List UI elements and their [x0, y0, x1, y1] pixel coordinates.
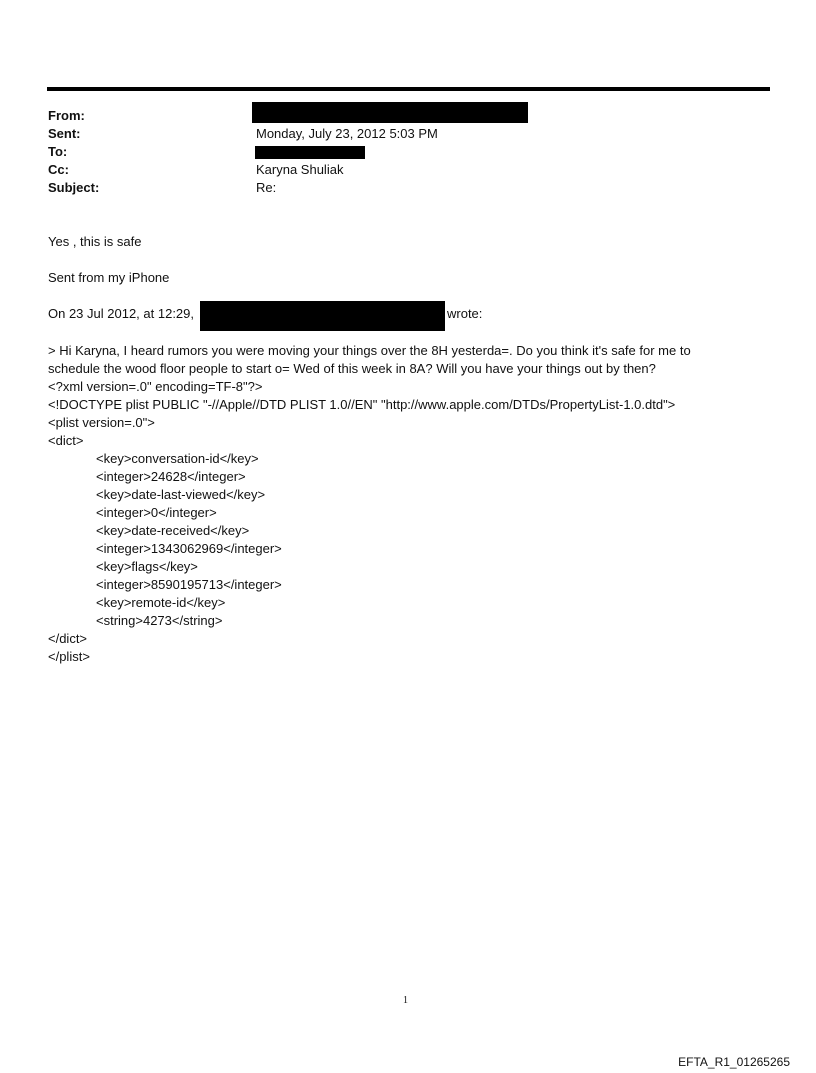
signature: Sent from my iPhone: [48, 270, 170, 285]
quote-intro-prefix: On 23 Jul 2012, at 12:29,: [48, 306, 194, 321]
subject-value: Re:: [256, 180, 277, 195]
from-label: From:: [48, 108, 85, 123]
dict-line: <integer>24628</integer>: [96, 469, 246, 484]
dict-line: <integer>0</integer>: [96, 505, 217, 520]
redaction-sender: [200, 301, 445, 331]
quoted-line: <dict>: [48, 433, 84, 448]
dict-line: <key>remote-id</key>: [96, 595, 226, 610]
dict-line: <key>conversation-id</key>: [96, 451, 259, 466]
dict-line: <string>4273</string>: [96, 613, 223, 628]
closing-line: </dict>: [48, 631, 88, 646]
cc-label: Cc:: [48, 162, 69, 177]
quoted-line: <?xml version=.0" encoding=TF-8"?>: [48, 379, 263, 394]
dict-line: <integer>8590195713</integer>: [96, 577, 282, 592]
sent-label: Sent:: [48, 126, 81, 141]
dict-line: <key>flags</key>: [96, 559, 198, 574]
reply-text: Yes , this is safe: [48, 234, 142, 249]
closing-line: </plist>: [48, 649, 90, 664]
dict-line: <key>date-last-viewed</key>: [96, 487, 266, 502]
redaction-from: [252, 102, 528, 123]
page-number: 1: [403, 995, 408, 1006]
dict-line: <key>date-received</key>: [96, 523, 250, 538]
header-rule: [47, 87, 770, 91]
subject-label: Subject:: [48, 180, 100, 195]
redaction-to: [255, 146, 365, 159]
dict-line: <integer>1343062969</integer>: [96, 541, 282, 556]
bates-number: EFTA_R1_01265265: [678, 1055, 790, 1069]
quoted-line: <!DOCTYPE plist PUBLIC "-//Apple//DTD PLIST 1.0//EN" "http://www.apple.com/DTDs/PropertyList-1.0.dtd">: [48, 397, 676, 412]
cc-value: Karyna Shuliak: [256, 162, 344, 177]
to-label: To:: [48, 144, 68, 159]
quote-intro-suffix: wrote:: [447, 306, 483, 321]
quoted-line: > Hi Karyna, I heard rumors you were moving your things over the 8H yesterda=. Do you think it's safe for me to: [48, 343, 691, 358]
quoted-line: <plist version=.0">: [48, 415, 155, 430]
sent-value: Monday, July 23, 2012 5:03 PM: [256, 126, 438, 141]
quoted-line: schedule the wood floor people to start o= Wed of this week in 8A? Will you have your things out by then?: [48, 361, 656, 376]
